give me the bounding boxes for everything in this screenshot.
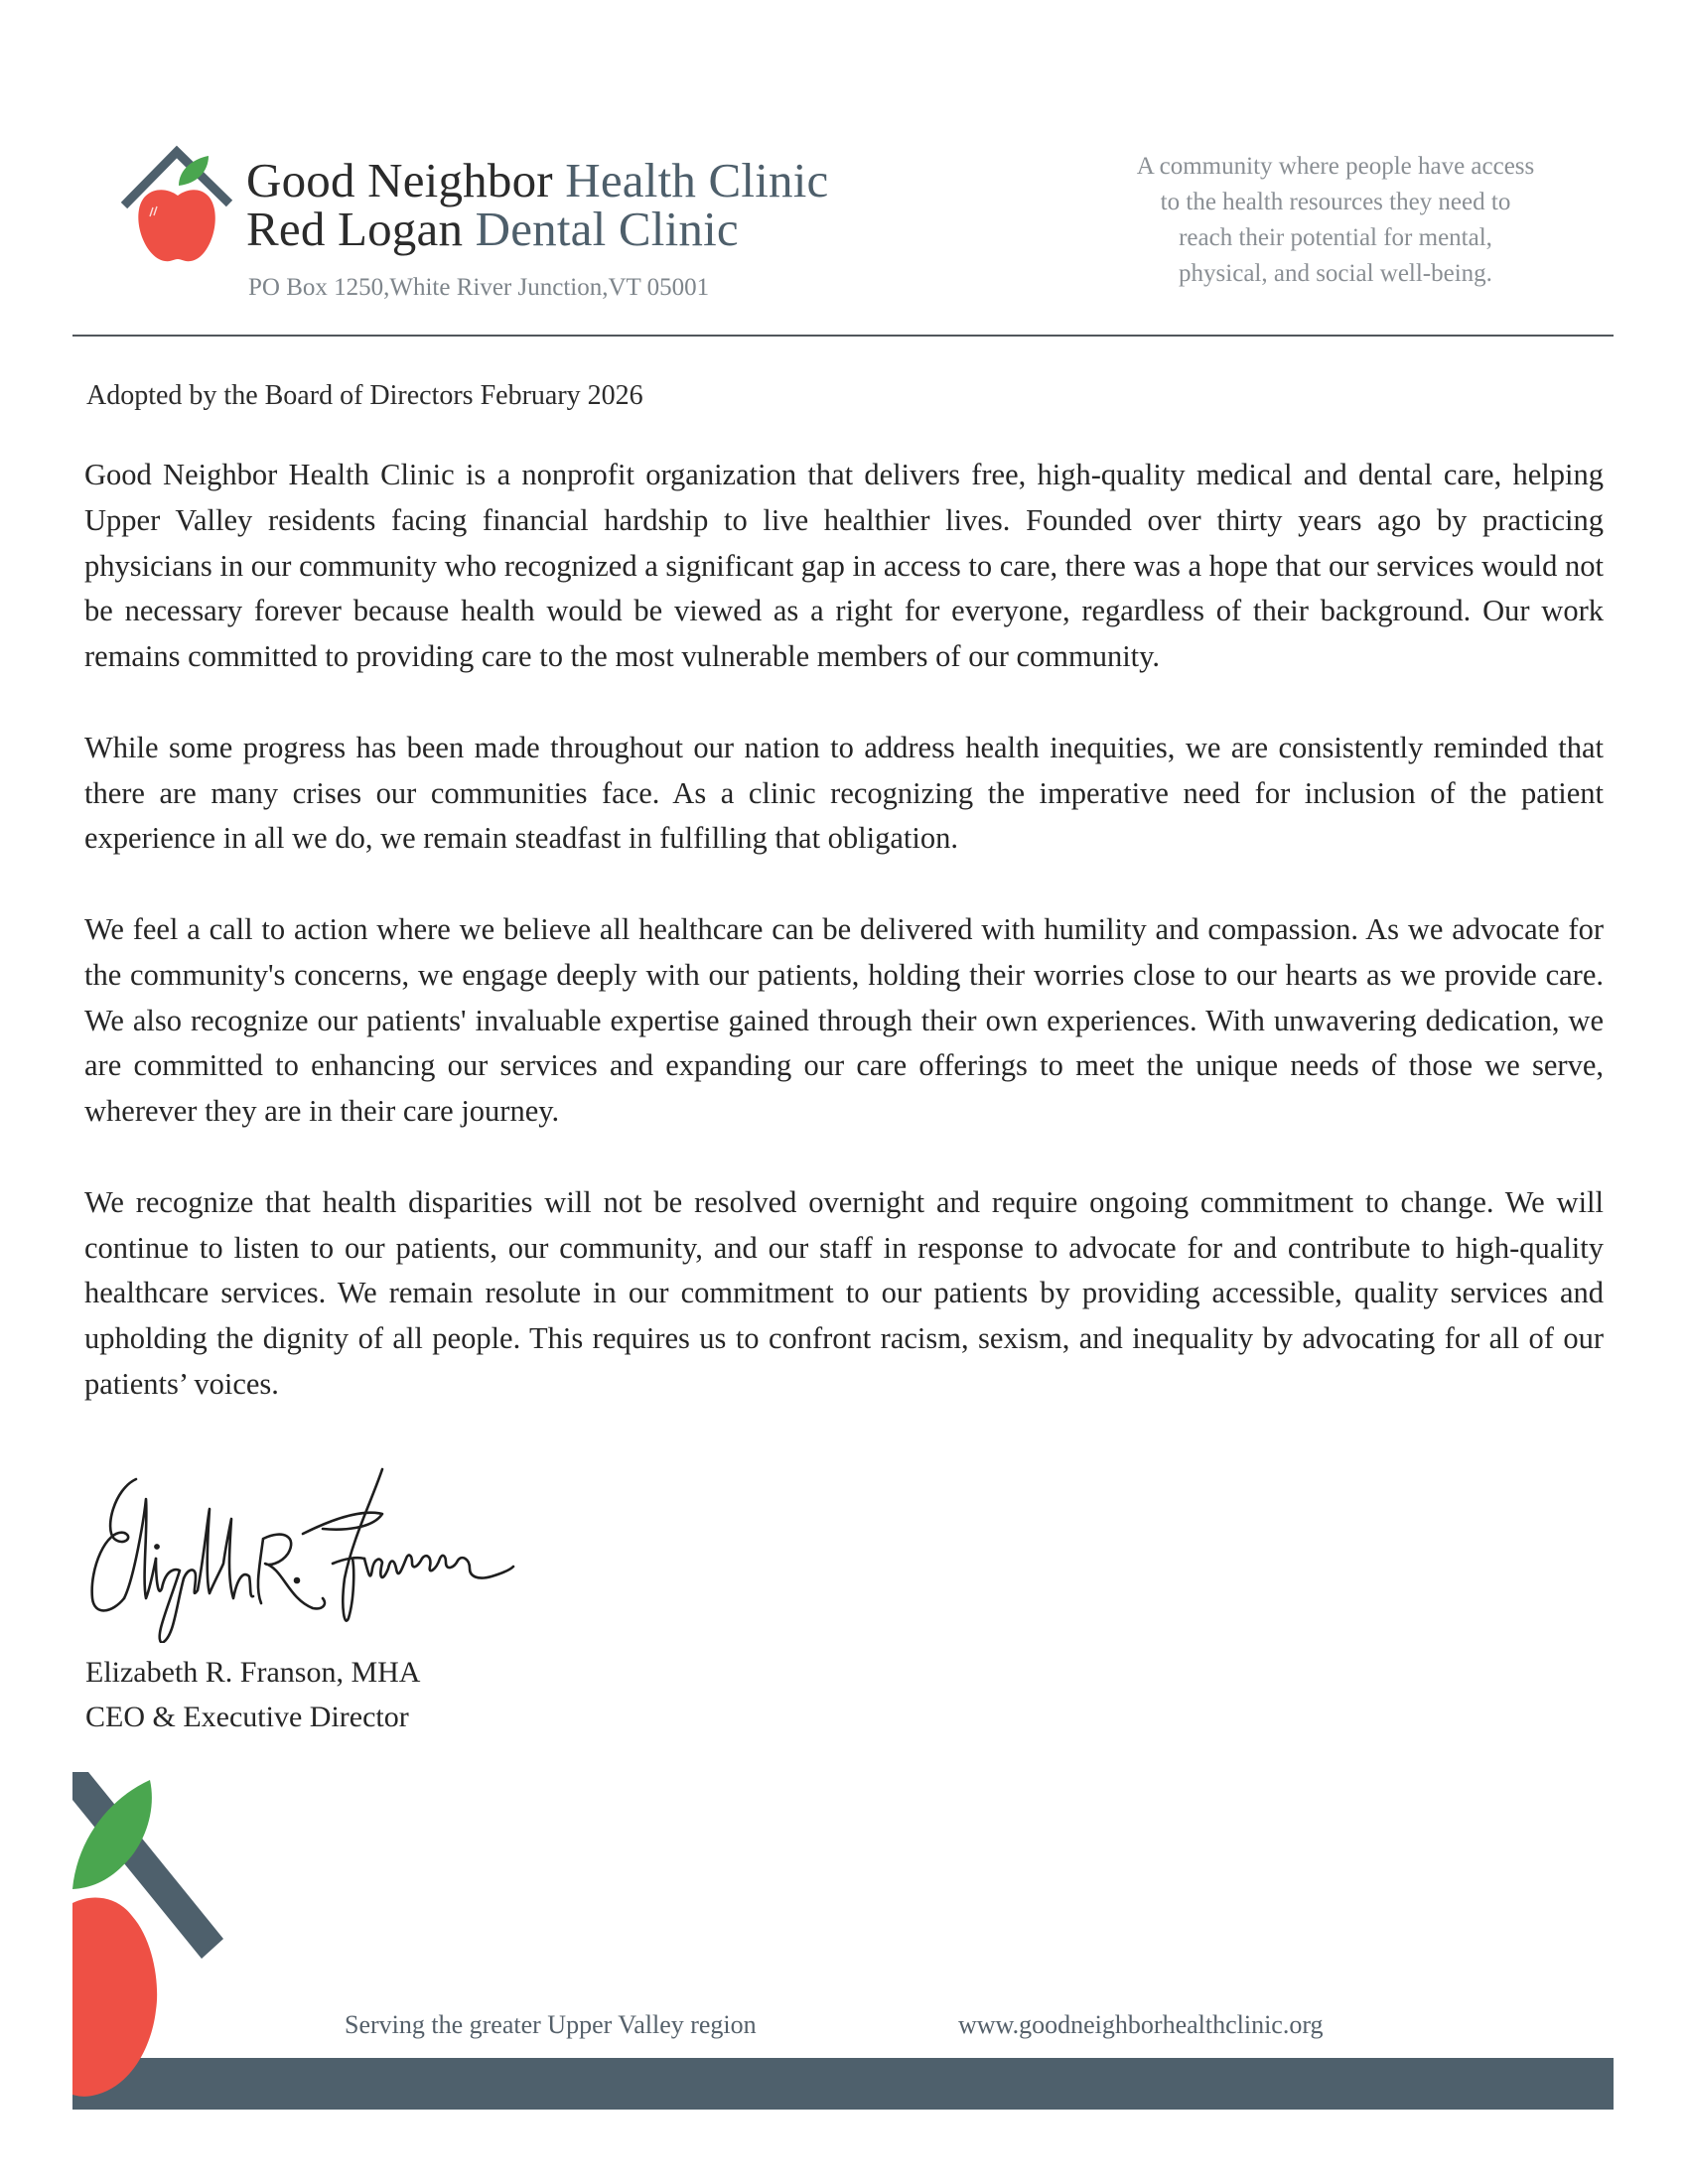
handwritten-signature [84,1459,521,1643]
body-paragraph: While some progress has been made throughout our nation to address health inequities, we are consistently reminded that there are many crises our communities face. As a clinic recognizing the imperative need for inclusion of the patient experience in all we do, we remain steadfast in fulfilling that obligation. [84,730,1604,856]
clinic-name-line-2 [246,202,739,256]
dental-clinic-accent: Dental Clinic [475,202,739,256]
body-paragraph: Good Neighbor Health Clinic is a nonprofit organization that delivers free, high-quality medical and dental care, helping Upper Valley residents facing financial hardship to live healthier lives. Founded over thirty years ago by practicing physicians in our community who recognized a significant gap in access to care, there was a hope that our services would not be necessary forever because health would be viewed as a right for everyone, regardless of their background. Our work remains committed to providing care to the most vulnerable members of our community. [84,458,1604,674]
body-paragraph: We recognize that health disparities will not be resolved overnight and require ongoing commitment to change. We will continue to listen to our patients, our community, and our staff in response to advocate for and contribute to high-quality healthcare services. We remain resolute in our commitment to our patients by providing accessible, quality services and upholding the dignity of all people. This requires us to confront racism, sexism, and inequality by advocating for all of our patients’ voices. [84,1184,1604,1401]
adoption-statement: Adopted by the Board of Directors February 2026 [86,380,643,411]
mailing-address: PO Box 1250,White River Junction,VT 05001 [248,274,710,301]
footer-band [72,2058,1614,2110]
tagline-line: physical, and social well-being. [1179,260,1492,287]
signatory-name: Elizabeth R. Franson, MHA [85,1656,421,1689]
apple-house-logo-icon [117,144,238,265]
footer-apple-icon [72,1772,241,2110]
signatory-title: CEO & Executive Director [85,1701,409,1733]
clinic-name-primary: Good Neighbor [246,153,553,207]
header-divider [72,335,1614,337]
tagline-line: to the health resources they need to [1160,189,1511,215]
website-link[interactable]: www.goodneighborhealthclinic.org [958,2010,1324,2039]
service-area-text: Serving the greater Upper Valley region [345,2010,757,2039]
body-paragraph: We feel a call to action where we believe all healthcare can be delivered with humility and compassion. As we advocate for the community's concerns, we engage deeply with our patients, holding their worries close to our hearts as we provide care. We also recognize our patients' invaluable expertise gained through their own experiences. With unwavering dedication, we are committed to enhancing our services and expanding our care offerings to meet the unique needs of those we serve, wherever they are in their care journey. [84,911,1604,1129]
clinic-name-line-1 [246,153,829,207]
dental-clinic-primary: Red Logan [246,202,464,256]
tagline-line: reach their potential for mental, [1179,224,1492,251]
tagline-line: A community where people have access [1136,153,1535,180]
letter-body [84,453,1604,1453]
clinic-name-accent: Health Clinic [565,153,829,207]
mission-tagline [1082,149,1589,292]
